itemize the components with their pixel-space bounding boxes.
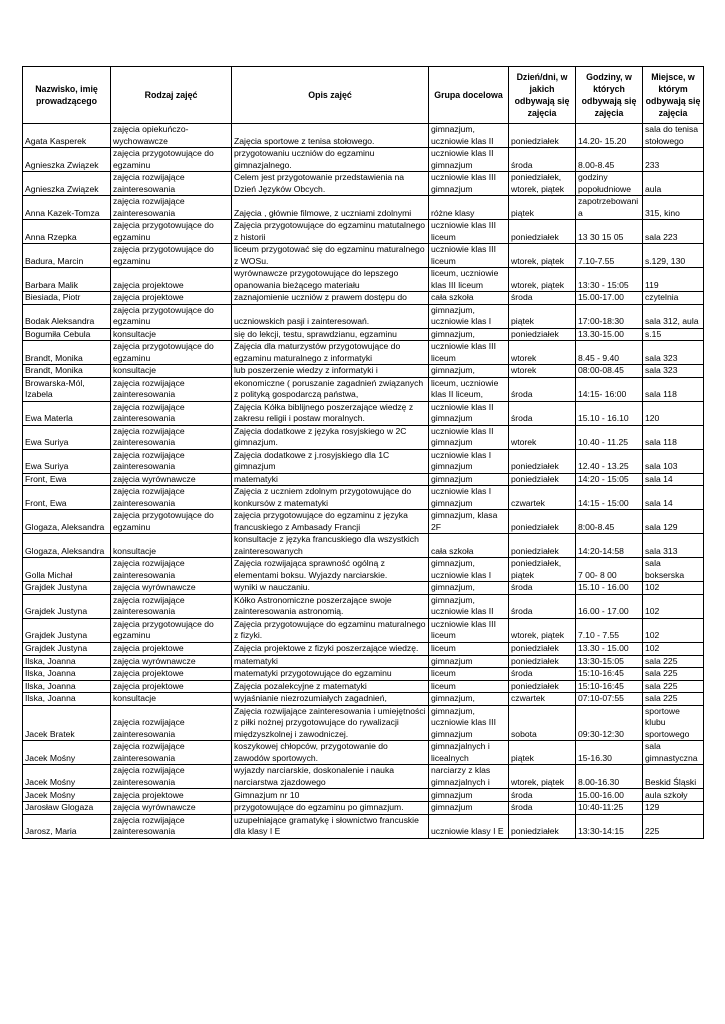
activity-type-cell: konsultacje	[111, 693, 232, 706]
days-cell: poniedziałek, wtorek, piątek	[509, 172, 576, 196]
description-cell: Zajęcia Kółka biblijnego poszerzające wiedzę z zakresu religii i postaw moralnych.	[232, 401, 429, 425]
target-group-cell: różne klasy	[429, 196, 509, 220]
hours-cell: 15.00-16.00	[576, 789, 643, 802]
table-row	[23, 655, 704, 668]
days-cell: poniedziałek	[509, 680, 576, 693]
table-row	[23, 668, 704, 681]
days-cell: piątek	[509, 196, 576, 220]
description-cell: uczniowskich pasji i zainteresowań.	[232, 304, 429, 328]
teacher-cell: Biesiada, Piotr	[23, 292, 111, 305]
place-cell: s.129, 130	[643, 244, 704, 268]
teacher-cell: Ewa Materla	[23, 401, 111, 425]
description-cell: wyjaśnianie niezrozumiałych zagadnień,	[232, 693, 429, 706]
hours-cell: 13.30-15.00	[576, 328, 643, 341]
target-group-cell: gimnazjum	[429, 789, 509, 802]
target-group-cell: gimnazjum, uczniowie klas I	[429, 558, 509, 582]
hours-cell: 15.00-17.00	[576, 292, 643, 305]
activity-type-cell: zajęcia rozwijające zainteresowania	[111, 741, 232, 765]
place-cell: 119	[643, 268, 704, 292]
days-cell: poniedziałek, piątek	[509, 558, 576, 582]
hours-cell: 14:15 - 15:00	[576, 486, 643, 510]
target-group-cell: uczniowie klas I gimnazjum	[429, 486, 509, 510]
description-cell: Zajęcia , głównie filmowe, z uczniami zdolnymi	[232, 196, 429, 220]
table-row	[23, 449, 704, 473]
target-group-cell: liceum	[429, 668, 509, 681]
activity-type-cell: zajęcia projektowe	[111, 789, 232, 802]
days-cell: poniedziałek	[509, 124, 576, 148]
activity-type-cell: zajęcia przygotowujące do egzaminu	[111, 244, 232, 268]
activity-type-cell: zajęcia wyrównawcze	[111, 802, 232, 815]
place-cell: 102	[643, 594, 704, 618]
teacher-cell: Ilska, Joanna	[23, 655, 111, 668]
days-cell: czwartek	[509, 486, 576, 510]
description-cell: wyrównawcze przygotowujące do lepszego opanowania bieżącego materiału	[232, 268, 429, 292]
teacher-cell: Bogumiła Cebula	[23, 328, 111, 341]
place-cell: 102	[643, 582, 704, 595]
days-cell: środa	[509, 668, 576, 681]
target-group-cell: cała szkoła	[429, 534, 509, 558]
description-cell: Gimnazjum nr 10	[232, 789, 429, 802]
target-group-cell: uczniowie klas III liceum	[429, 341, 509, 365]
table-row	[23, 534, 704, 558]
place-cell: Beskid Śląski	[643, 765, 704, 789]
teacher-cell: Ilska, Joanna	[23, 693, 111, 706]
teacher-cell: Glogaza, Aleksandra	[23, 510, 111, 534]
days-cell: poniedziałek	[509, 510, 576, 534]
target-group-cell: narciarzy z klas gimnazjalnych i	[429, 765, 509, 789]
hours-cell: 13:30-15:05	[576, 655, 643, 668]
days-cell: wtorek, piątek	[509, 765, 576, 789]
hours-cell: 8.00-16.30	[576, 765, 643, 789]
days-cell: poniedziałek	[509, 655, 576, 668]
table-row	[23, 814, 704, 838]
teacher-cell: Bodak Aleksandra	[23, 304, 111, 328]
teacher-cell: Anna Rzepka	[23, 220, 111, 244]
teacher-cell: Ewa Suriya	[23, 449, 111, 473]
description-cell: matematyki przygotowujące do egzaminu	[232, 668, 429, 681]
description-cell: Zajęcia rozwijająca sprawność ogólną z elementami boksu. Wyjazdy narciarskie.	[232, 558, 429, 582]
description-cell: Zajęcia przygotowujące do egzaminu maturalnego z fizyki.	[232, 618, 429, 642]
activity-type-cell: zajęcia rozwijające zainteresowania	[111, 196, 232, 220]
activity-type-cell: zajęcia projektowe	[111, 668, 232, 681]
description-cell: Celem jest przygotowanie przedstawienia na Dzień Języków Obcych.	[232, 172, 429, 196]
table-row	[23, 365, 704, 378]
place-cell: sala 225	[643, 680, 704, 693]
teacher-cell: Grajdek Justyna	[23, 594, 111, 618]
activity-type-cell: zajęcia rozwijające zainteresowania	[111, 558, 232, 582]
table-row	[23, 802, 704, 815]
activity-type-cell: zajęcia wyrównawcze	[111, 473, 232, 486]
hours-cell: 15.10 - 16.00	[576, 582, 643, 595]
place-cell: 129	[643, 802, 704, 815]
place-cell: sala gimnastyczna	[643, 741, 704, 765]
activity-type-cell: zajęcia przygotowujące do egzaminu	[111, 148, 232, 172]
days-cell: środa	[509, 789, 576, 802]
activities-table	[22, 66, 704, 839]
place-cell: sala 14	[643, 486, 704, 510]
description-cell: uzupełniające gramatykę i słownictwo francuskie dla klasy I E	[232, 814, 429, 838]
table-row	[23, 220, 704, 244]
activity-type-cell: zajęcia rozwijające zainteresowania	[111, 401, 232, 425]
hours-cell: 16.00 - 17.00	[576, 594, 643, 618]
days-cell: poniedziałek	[509, 473, 576, 486]
teacher-cell: Anna Kazek-Tomza	[23, 196, 111, 220]
teacher-cell: Jacek Bratek	[23, 705, 111, 741]
days-cell: wtorek, piątek	[509, 244, 576, 268]
teacher-cell: Agnieszka Związek	[23, 172, 111, 196]
activity-type-cell: zajęcia projektowe	[111, 680, 232, 693]
hours-cell: 13 30 15 05	[576, 220, 643, 244]
days-cell: środa	[509, 802, 576, 815]
target-group-cell: uczniowie klas II gimnazjum	[429, 425, 509, 449]
place-cell: sala 313	[643, 534, 704, 558]
schedule-sheet	[22, 66, 703, 839]
place-cell: 102	[643, 618, 704, 642]
table-row	[23, 705, 704, 741]
table-row	[23, 680, 704, 693]
place-cell: sala 225	[643, 655, 704, 668]
days-cell: wtorek	[509, 365, 576, 378]
teacher-cell: Front, Ewa	[23, 486, 111, 510]
days-cell: sobota	[509, 705, 576, 741]
hours-cell: 13.30 - 15.00	[576, 642, 643, 655]
target-group-cell: uczniowie klas III liceum	[429, 220, 509, 244]
place-cell: sala 118	[643, 377, 704, 401]
days-cell: piątek	[509, 741, 576, 765]
activity-type-cell: konsultacje	[111, 534, 232, 558]
target-group-cell: uczniowie klas III gimnazjum	[429, 172, 509, 196]
table-row	[23, 510, 704, 534]
table-row	[23, 425, 704, 449]
place-cell: sala 323	[643, 341, 704, 365]
place-cell: sala 225	[643, 668, 704, 681]
place-cell: s.15	[643, 328, 704, 341]
target-group-cell: gimnazjalnych i licealnych	[429, 741, 509, 765]
activity-type-cell: zajęcia przygotowujące do egzaminu	[111, 220, 232, 244]
table-row	[23, 292, 704, 305]
hours-cell: 07:10-07:55	[576, 693, 643, 706]
description-cell: wyniki w nauczaniu.	[232, 582, 429, 595]
description-cell: matematyki	[232, 655, 429, 668]
hours-cell: 15.10 - 16.10	[576, 401, 643, 425]
teacher-cell: Agnieszka Związek	[23, 148, 111, 172]
target-group-cell: liceum	[429, 642, 509, 655]
activity-type-cell: zajęcia rozwijające zainteresowania	[111, 765, 232, 789]
activity-type-cell: zajęcia rozwijające zainteresowania	[111, 814, 232, 838]
description-cell: Zajęcia z uczniem zdolnym przygotowujące do konkursów z matematyki	[232, 486, 429, 510]
activity-type-cell: zajęcia rozwijające zainteresowania	[111, 705, 232, 741]
teacher-cell: Browarska-Mól, Izabela	[23, 377, 111, 401]
header-hours: Godziny, w których odbywają się zajęcia	[576, 67, 643, 124]
activity-type-cell: zajęcia projektowe	[111, 292, 232, 305]
days-cell: środa	[509, 148, 576, 172]
target-group-cell: gimnazjum	[429, 473, 509, 486]
hours-cell: 14.20- 15.20	[576, 124, 643, 148]
activity-type-cell: zajęcia przygotowujące do egzaminu	[111, 341, 232, 365]
place-cell: czytelnia	[643, 292, 704, 305]
description-cell: Zajęcia przygotowujące do egzaminu matutalnego z historii	[232, 220, 429, 244]
teacher-cell: Grajdek Justyna	[23, 642, 111, 655]
table-row	[23, 124, 704, 148]
description-cell: Zajęcia dodatkowe z języka rosyjskiego w 2C gimnazjum.	[232, 425, 429, 449]
description-cell: ekonomiczne ( poruszanie zagadnień związanych z polityką gospodarczą państwa,	[232, 377, 429, 401]
target-group-cell: uczniowie klas II gimnazjum	[429, 401, 509, 425]
target-group-cell: uczniowie klas II gimnazjum	[429, 148, 509, 172]
table-row	[23, 618, 704, 642]
activity-type-cell: zajęcia projektowe	[111, 642, 232, 655]
table-row	[23, 789, 704, 802]
description-cell: Kółko Astronomiczne poszerzające swoje zainteresowania astronomią.	[232, 594, 429, 618]
days-cell: piątek	[509, 304, 576, 328]
header-row	[23, 67, 704, 124]
description-cell: konsultacje z języka francuskiego dla wszystkich zainteresowanych	[232, 534, 429, 558]
days-cell: wtorek, piątek	[509, 618, 576, 642]
description-cell: się do lekcji, testu, sprawdzianu, egzaminu	[232, 328, 429, 341]
target-group-cell: liceum, uczniowie klas II liceum,	[429, 377, 509, 401]
hours-cell: 17:00-18:30	[576, 304, 643, 328]
activity-type-cell: zajęcia rozwijające zainteresowania	[111, 449, 232, 473]
teacher-cell: Ilska, Joanna	[23, 680, 111, 693]
target-group-cell: gimnazjum, uczniowie klas III gimnazjum	[429, 705, 509, 741]
hours-cell: 14:15- 16:00	[576, 377, 643, 401]
activity-type-cell: zajęcia przygotowujące do egzaminu	[111, 618, 232, 642]
days-cell: środa	[509, 401, 576, 425]
activity-type-cell: zajęcia przygotowujące do egzaminu	[111, 510, 232, 534]
teacher-cell: Jacek Mośny	[23, 741, 111, 765]
teacher-cell: Front, Ewa	[23, 473, 111, 486]
days-cell: wtorek, piątek	[509, 268, 576, 292]
place-cell: sala 323	[643, 365, 704, 378]
description-cell: przygotowujące do egzaminu po gimnazjum.	[232, 802, 429, 815]
place-cell: 233	[643, 148, 704, 172]
teacher-cell: Brandt, Monika	[23, 341, 111, 365]
place-cell: sala 103	[643, 449, 704, 473]
target-group-cell: gimnazjum, uczniowie klas II	[429, 594, 509, 618]
hours-cell: 7.10 - 7.55	[576, 618, 643, 642]
teacher-cell: Glogaza, Aleksandra	[23, 534, 111, 558]
activity-type-cell: konsultacje	[111, 365, 232, 378]
hours-cell: 14:20-14:58	[576, 534, 643, 558]
target-group-cell: gimnazjum	[429, 802, 509, 815]
hours-cell: 08:00-08.45	[576, 365, 643, 378]
description-cell: przygotowaniu uczniów do egzaminu gimnazjalnego.	[232, 148, 429, 172]
hours-cell: 15:10-16:45	[576, 668, 643, 681]
teacher-cell: Grajdek Justyna	[23, 582, 111, 595]
target-group-cell: gimnazjum,	[429, 365, 509, 378]
target-group-cell: gimnazjum,	[429, 582, 509, 595]
description-cell: koszykowej chłopców, przygotowanie do zawodów sportowych.	[232, 741, 429, 765]
place-cell: aula	[643, 172, 704, 196]
teacher-cell: Agata Kasperek	[23, 124, 111, 148]
table-row	[23, 401, 704, 425]
target-group-cell: gimnazjum,	[429, 328, 509, 341]
place-cell: sala 223	[643, 220, 704, 244]
days-cell: wtorek	[509, 425, 576, 449]
table-row	[23, 172, 704, 196]
days-cell: poniedziałek	[509, 328, 576, 341]
days-cell: poniedziałek	[509, 642, 576, 655]
header-teacher: Nazwisko, imię prowadzącego	[23, 67, 111, 124]
header-activity-type: Rodzaj zajęć	[111, 67, 232, 124]
hours-cell: 14:20 - 15:05	[576, 473, 643, 486]
hours-cell: 8.45 - 9.40	[576, 341, 643, 365]
activity-type-cell: zajęcia rozwijające zainteresowania	[111, 486, 232, 510]
place-cell: sala 312, aula	[643, 304, 704, 328]
place-cell: 120	[643, 401, 704, 425]
activity-type-cell: zajęcia rozwijające zainteresowania	[111, 377, 232, 401]
description-cell: Zajęcia pozalekcyjne z matematyki	[232, 680, 429, 693]
hours-cell: 13:30-14:15	[576, 814, 643, 838]
header-place: Miejsce, w którym odbywają się zajęcia	[643, 67, 704, 124]
target-group-cell: uczniowie klasy I E	[429, 814, 509, 838]
target-group-cell: gimnazjum	[429, 655, 509, 668]
activity-type-cell: zajęcia wyrównawcze	[111, 655, 232, 668]
table-row	[23, 196, 704, 220]
days-cell: poniedziałek	[509, 814, 576, 838]
place-cell: sala do tenisa stołowego	[643, 124, 704, 148]
teacher-cell: Ewa Suriya	[23, 425, 111, 449]
days-cell: środa	[509, 582, 576, 595]
activity-type-cell: zajęcia opiekuńczo-wychowawcze	[111, 124, 232, 148]
hours-cell: 7.10-7.55	[576, 244, 643, 268]
table-row	[23, 558, 704, 582]
teacher-cell: Jarosław Glogaza	[23, 802, 111, 815]
hours-cell: godziny popołudniowe	[576, 172, 643, 196]
table-row	[23, 582, 704, 595]
activity-type-cell: zajęcia wyrównawcze	[111, 582, 232, 595]
activity-type-cell: zajęcia rozwijające zainteresowania	[111, 425, 232, 449]
place-cell: 102	[643, 642, 704, 655]
place-cell: sala 118	[643, 425, 704, 449]
target-group-cell: liceum, uczniowie klas III liceum	[429, 268, 509, 292]
description-cell: zajęcia przygotowujące do egzaminu z języka francuskiego z Ambasady Francji	[232, 510, 429, 534]
header-description: Opis zajęć	[232, 67, 429, 124]
days-cell: czwartek	[509, 693, 576, 706]
hours-cell: 10:40-11:25	[576, 802, 643, 815]
target-group-cell: uczniowie klas III liceum	[429, 618, 509, 642]
hours-cell: 12.40 - 13.25	[576, 449, 643, 473]
target-group-cell: gimnazjum, uczniowie klas I	[429, 304, 509, 328]
table-body	[23, 124, 704, 839]
teacher-cell: Jarosz, Maria	[23, 814, 111, 838]
target-group-cell: cała szkoła	[429, 292, 509, 305]
table-row	[23, 268, 704, 292]
days-cell: poniedziałek	[509, 220, 576, 244]
activity-type-cell: konsultacje	[111, 328, 232, 341]
table-row	[23, 377, 704, 401]
hours-cell: 8.00-8.45	[576, 148, 643, 172]
activity-type-cell: zajęcia projektowe	[111, 268, 232, 292]
teacher-cell: Badura, Marcin	[23, 244, 111, 268]
place-cell: sala bokserska	[643, 558, 704, 582]
activity-type-cell: zajęcia rozwijające zainteresowania	[111, 172, 232, 196]
teacher-cell: Golla Michał	[23, 558, 111, 582]
description-cell: Zajęcia projektowe z fizyki poszerzające wiedzę.	[232, 642, 429, 655]
target-group-cell: gimnazjum, klasa 2F	[429, 510, 509, 534]
table-row	[23, 341, 704, 365]
table-row	[23, 765, 704, 789]
teacher-cell: Barbara Malik	[23, 268, 111, 292]
teacher-cell: Jacek Mośny	[23, 765, 111, 789]
activity-type-cell: zajęcia przygotowujące do egzaminu	[111, 304, 232, 328]
target-group-cell: gimnazjum,	[429, 693, 509, 706]
target-group-cell: liceum	[429, 680, 509, 693]
description-cell: Zajęcia sportowe z tenisa stołowego.	[232, 124, 429, 148]
teacher-cell: Grajdek Justyna	[23, 618, 111, 642]
place-cell: sala 14	[643, 473, 704, 486]
hours-cell: 15:10-16:45	[576, 680, 643, 693]
description-cell: Zajęcia rozwijające zainteresowania i umiejętności z piłki nożnej przygotowujące do rywalizacji międzyszkolnej i zawodniczej.	[232, 705, 429, 741]
table-row	[23, 328, 704, 341]
place-cell: sala 129	[643, 510, 704, 534]
table-row	[23, 594, 704, 618]
description-cell: liceum przygotować się do egzaminu maturalnego z WOSu.	[232, 244, 429, 268]
hours-cell: 15-16.30	[576, 741, 643, 765]
place-cell: 315, kino	[643, 196, 704, 220]
table-row	[23, 693, 704, 706]
days-cell: środa	[509, 594, 576, 618]
header-days: Dzień/dni, w jakich odbywają się zajęcia	[509, 67, 576, 124]
target-group-cell: uczniowie klas III liceum	[429, 244, 509, 268]
table-row	[23, 486, 704, 510]
target-group-cell: gimnazjum, uczniowie klas II	[429, 124, 509, 148]
hours-cell: 7 00- 8 00	[576, 558, 643, 582]
place-cell: aula szkoły	[643, 789, 704, 802]
place-cell: 225	[643, 814, 704, 838]
hours-cell: zapotrzebowani a	[576, 196, 643, 220]
teacher-cell: Brandt, Monika	[23, 365, 111, 378]
header-target-group: Grupa docelowa	[429, 67, 509, 124]
place-cell: sportowe klubu sportowego	[643, 705, 704, 741]
description-cell: lub poszerzenie wiedzy z informatyki i	[232, 365, 429, 378]
days-cell: środa	[509, 377, 576, 401]
description-cell: zaznajomienie uczniów z prawem dostępu do	[232, 292, 429, 305]
description-cell: Zajęcia dodatkowe z j.rosyjskiego dla 1C gimnazjum	[232, 449, 429, 473]
days-cell: poniedziałek	[509, 534, 576, 558]
hours-cell: 10.40 - 11.25	[576, 425, 643, 449]
table-row	[23, 148, 704, 172]
target-group-cell: uczniowie klas I gimnazjum	[429, 449, 509, 473]
hours-cell: 13:30 - 15:05	[576, 268, 643, 292]
table-row	[23, 304, 704, 328]
table-row	[23, 642, 704, 655]
description-cell: wyjazdy narciarskie, doskonalenie i nauka narciarstwa zjazdowego	[232, 765, 429, 789]
place-cell: sala 225	[643, 693, 704, 706]
hours-cell: 09:30-12:30	[576, 705, 643, 741]
table-row	[23, 473, 704, 486]
activity-type-cell: zajęcia rozwijające zainteresowania	[111, 594, 232, 618]
days-cell: środa	[509, 292, 576, 305]
days-cell: poniedziałek	[509, 449, 576, 473]
table-row	[23, 244, 704, 268]
teacher-cell: Ilska, Joanna	[23, 668, 111, 681]
hours-cell: 8:00-8.45	[576, 510, 643, 534]
description-cell: Zajęcia dla maturzystów przygotowujące do egzaminu maturalnego z informatyki	[232, 341, 429, 365]
table-row	[23, 741, 704, 765]
description-cell: matematyki	[232, 473, 429, 486]
days-cell: wtorek	[509, 341, 576, 365]
teacher-cell: Jacek Mośny	[23, 789, 111, 802]
